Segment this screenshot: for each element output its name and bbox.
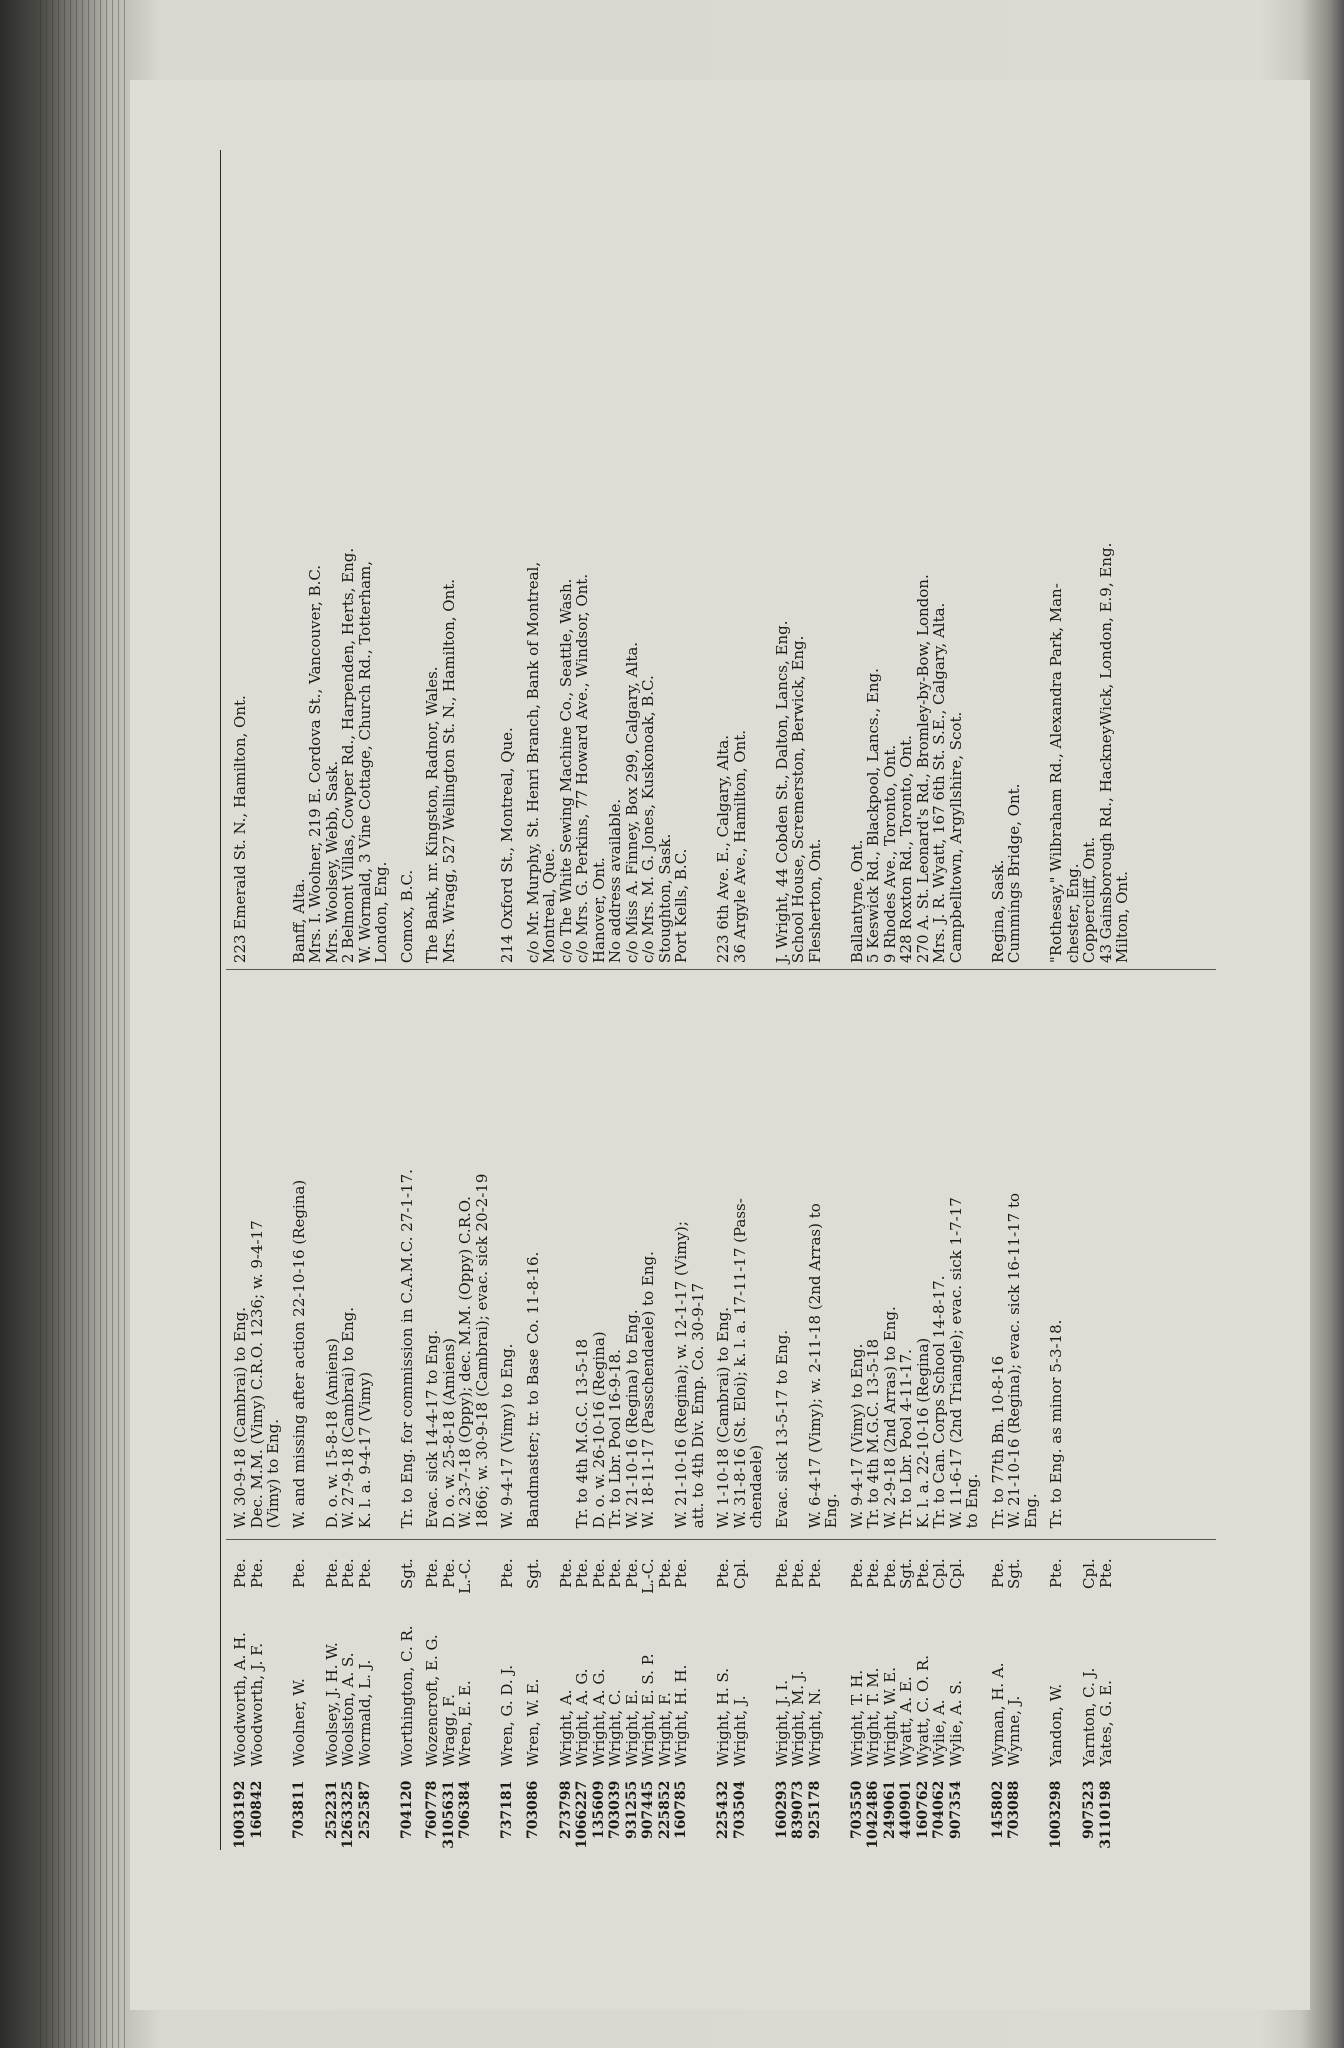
address-line: Cummings Bridge, Ont. — [1005, 783, 1023, 964]
regimental-number: 704120 — [398, 1780, 415, 1840]
soldier-name: Woodworth, J. F. — [247, 1643, 266, 1767]
rank: Pte. — [988, 1558, 1007, 1589]
regimental-number: 907523 — [1081, 1780, 1097, 1840]
regimental-number: 907354 — [947, 1780, 964, 1840]
service-record-column — [424, 973, 490, 1548]
name-column — [499, 1618, 516, 1767]
rank-column — [399, 1548, 416, 1618]
rank-column — [232, 1548, 282, 1618]
service-record-line: Tr. to Lbr. Pool 4-11-17. — [897, 1349, 915, 1529]
soldier-name: Wright, H. S. — [714, 1667, 732, 1767]
name-column — [525, 1618, 707, 1767]
service-record-line: Tr. to Lbr. Pool 16-9-18. — [606, 1349, 624, 1529]
service-record-column — [1048, 973, 1131, 1548]
address-line: 223 6th Ave. E., Calgary, Alta. — [714, 734, 732, 964]
address-line: W. Wormald, 3 Vine Cottage, Church Rd., Totterham, — [355, 560, 374, 964]
name-column — [715, 1618, 765, 1767]
soldier-name: Wragg, F. — [439, 1694, 458, 1767]
soldier-name: Wormald, L. J. — [355, 1659, 374, 1767]
address-column — [990, 150, 1040, 973]
service-record-line: Eng. — [1021, 1493, 1040, 1529]
address-line: Flesherton, Ont. — [805, 838, 824, 964]
soldier-name: Wright, E. — [622, 1689, 641, 1767]
address-line: 43 Gainsborough Rd., HackneyWick, London, E.9, Eng. — [1096, 542, 1115, 964]
rank: L.-C. — [456, 1558, 474, 1594]
address-column — [232, 150, 282, 973]
service-record-line: Eng. — [822, 1493, 840, 1529]
service-record-line: D. o. w. 26-10-16 (Regina) — [589, 1331, 608, 1529]
roster-group — [990, 150, 1040, 1850]
regimental-number: 225852 — [656, 1780, 673, 1840]
address-column — [715, 150, 765, 973]
soldier-name: Wright, A. G. — [589, 1668, 608, 1767]
soldier-name: Wright, H. H. — [672, 1664, 690, 1767]
address-line: "Rothesay," Wilbraham Rd., Alexandra Park, Man- — [1047, 583, 1065, 964]
service-record-line: W. 30-9-18 (Cambrai) to Eng. — [231, 1306, 249, 1529]
service-record-column — [715, 973, 765, 1548]
address-line: Regina, Sask. — [988, 859, 1007, 964]
regimental-number: 160293 — [773, 1780, 790, 1840]
service-record-line: Tr. to Eng. for commission in C.A.M.C. 27-1-17. — [397, 1169, 416, 1529]
rank: Pte. — [439, 1558, 458, 1589]
regimental-number: 703504 — [731, 1780, 748, 1840]
soldier-name: Wren, G. D. J. — [498, 1664, 516, 1767]
soldier-name: Woolston, A. S. — [339, 1652, 357, 1767]
soldier-name: Wright, T. M. — [864, 1667, 882, 1767]
address-column — [499, 150, 516, 973]
address-line: chester, Eng. — [1063, 863, 1082, 964]
address-line: Banff, Alta. — [289, 878, 308, 964]
regimental-number: 760778 — [424, 1780, 440, 1840]
service-record-column — [499, 973, 516, 1548]
regimental-number-column — [291, 1767, 390, 1850]
address-line: 36 Argyle Ave., Hamilton, Ont. — [730, 729, 749, 964]
service-record-line: 1866; w. 30-9-18 (Cambrai); evac. sick 20-2-19 — [472, 1173, 491, 1529]
service-record-column — [525, 973, 707, 1548]
address-line: 5 Keswick Rd., Blackpool, Lancs., Eng. — [864, 668, 882, 964]
regimental-number: 1066227 — [574, 1780, 590, 1849]
service-record-column — [399, 973, 416, 1548]
roster-group — [1048, 150, 1131, 1850]
service-record-line: W. 18-11-17 (Passchendaele) to Eng. — [639, 1251, 657, 1529]
service-record-line: W. and missing after action 22-10-16 (Regina) — [289, 1179, 308, 1529]
table-top-rule — [220, 150, 222, 1850]
soldier-name: Wright, J. — [730, 1695, 749, 1767]
regimental-number: 1003192 — [232, 1780, 248, 1849]
regimental-number: 1042486 — [865, 1780, 881, 1849]
address-line: c/o Mrs. M. G. Jones, Kuskonoak, B.C. — [639, 675, 657, 964]
rank-column — [525, 1548, 707, 1618]
rank: Pte. — [247, 1558, 266, 1589]
rank: Cpl. — [1080, 1558, 1098, 1590]
regimental-number: 925178 — [806, 1780, 823, 1840]
regimental-number-column — [232, 1767, 282, 1850]
address-line: The Bank, nr. Kingston, Radnor, Wales. — [423, 666, 441, 964]
regimental-number: 145802 — [989, 1780, 1006, 1840]
address-line: Comox, B.C. — [397, 869, 416, 964]
roster-group — [399, 150, 416, 1850]
service-record-line: Tr. to 77th Bn. 10-8-16 — [988, 1355, 1007, 1529]
regimental-number: 703088 — [1006, 1780, 1022, 1840]
address-line: 2 Belmont Villas, Cowper Rd., Harpenden, Herts, Eng. — [339, 547, 357, 964]
regimental-number: 160785 — [673, 1780, 689, 1840]
address-line: Stoughton, Sask. — [655, 833, 674, 964]
address-line: 223 Emerald St. N., Hamilton, Ont. — [231, 695, 249, 964]
rank: Pte. — [880, 1558, 899, 1589]
service-record-column — [774, 973, 840, 1548]
address-column — [424, 150, 490, 973]
regimental-number: 273798 — [557, 1780, 574, 1840]
rank: Pte. — [622, 1558, 641, 1589]
regimental-number: 703550 — [848, 1780, 865, 1840]
regimental-number: 703086 — [524, 1780, 541, 1840]
name-column — [1048, 1618, 1131, 1767]
service-record-column — [849, 973, 981, 1548]
rotated-roster-table — [220, 150, 1240, 1850]
service-record-line: chendaele) — [747, 1444, 765, 1529]
address-line: Montreal, Que. — [540, 848, 558, 964]
address-line: Mrs. J. R. Wyatt, 167 6th St. S.E., Calgary, Alta. — [930, 602, 948, 964]
address-line: Coppercliff, Ont. — [1080, 836, 1098, 964]
page-edge-stack — [40, 0, 130, 2048]
regimental-number-column — [849, 1767, 981, 1850]
service-record-line: W. 21-10-16 (Regina) to Eng. — [622, 1309, 641, 1529]
rank: Sgt. — [397, 1558, 416, 1590]
address-line: c/o Miss A. Finney, Box 299, Calgary, Alta. — [622, 641, 641, 964]
regimental-number: 839073 — [790, 1780, 806, 1840]
address-column — [525, 150, 707, 973]
address-line: 428 Roxton Rd., Toronto, Ont. — [897, 735, 915, 964]
service-record-line: att. to 4th Div. Emp. Co. 30-9-17 — [688, 1282, 707, 1529]
rank-column — [499, 1548, 516, 1618]
rank: Pte. — [789, 1558, 807, 1589]
regimental-number: 225432 — [715, 1780, 731, 1840]
service-record-line: K. l. a. 9-4-17 (Vimy) — [355, 1371, 374, 1529]
soldier-name: Wright, E. S. P. — [639, 1653, 657, 1767]
address-line: J. Wright, 44 Cobden St., Dalton, Lancs, Eng. — [772, 620, 791, 964]
regimental-number: 703811 — [290, 1780, 307, 1840]
rank: Pte. — [573, 1558, 591, 1589]
service-record-line: W. 21-10-16 (Regina); evac. sick 16-11-17 to — [1005, 1192, 1023, 1529]
service-record-line: to Eng. — [963, 1473, 981, 1529]
regimental-number: 907445 — [640, 1780, 656, 1840]
service-record-line: (Vimy) to Eng. — [264, 1419, 282, 1529]
regimental-number: 703039 — [607, 1780, 623, 1840]
service-record-line: Evac. sick 13-5-17 to Eng. — [772, 1329, 791, 1529]
name-column — [424, 1618, 490, 1767]
regimental-number: 704062 — [931, 1780, 947, 1840]
regimental-number-column — [525, 1767, 707, 1850]
regimental-number-column — [774, 1767, 840, 1850]
soldier-name: Wright, F. — [655, 1692, 674, 1767]
address-line: School House, Scremerston, Berwick, Eng. — [789, 635, 807, 964]
rank: Cpl. — [730, 1558, 749, 1590]
address-line: c/o The White Sewing Machine Co., Seattle, Wash. — [556, 578, 575, 964]
address-line: No address available. — [606, 798, 624, 964]
service-record-line: K. l. a. 22-10-16 (Regina) — [913, 1337, 932, 1529]
service-record-line: D. o. w. 15-8-18 (Amiens) — [322, 1338, 341, 1529]
soldier-name: Wyatt, C. O. R. — [913, 1655, 932, 1767]
soldier-name: Wright, M. J. — [789, 1670, 807, 1767]
service-record-line: Dec. M.M. (Vimy) C.R.O. 1236; w. 9-4-17 — [247, 1220, 266, 1529]
regimental-number: 252587 — [356, 1780, 373, 1840]
rank: Pte. — [847, 1558, 866, 1589]
service-record-line: W. 6-4-17 (Vimy); w. 2-11-18 (2nd Arras) to — [805, 1203, 824, 1529]
address-column — [774, 150, 840, 973]
soldier-name: Worthington, C. R. — [397, 1625, 416, 1767]
roster-table — [232, 150, 1140, 1850]
address-line: 9 Rhodes Ave., Toronto, Ont. — [880, 744, 899, 964]
rank: Pte. — [556, 1558, 575, 1589]
rank: Cpl. — [946, 1558, 965, 1590]
soldier-name: Wozencroft, E. G. — [423, 1634, 441, 1767]
roster-group — [499, 150, 516, 1850]
service-record-line: Tr. to Eng. as minor 5-3-18. — [1047, 1319, 1065, 1529]
soldier-name: Wright, C. — [606, 1689, 624, 1767]
roster-group — [525, 150, 707, 1850]
soldier-name: Woodworth, A. H. — [231, 1632, 249, 1767]
rank: Pte. — [498, 1558, 516, 1589]
regimental-number: 1263325 — [340, 1780, 356, 1849]
soldier-name: Wright, W. E. — [880, 1667, 899, 1767]
rank: Pte. — [589, 1558, 608, 1589]
rank: Pte. — [805, 1558, 824, 1589]
address-line: Ballantyne, Ont. — [847, 839, 866, 964]
rank: Pte. — [714, 1558, 732, 1589]
service-record-line: W. 9-4-17 (Vimy) to Eng. — [847, 1343, 866, 1529]
service-record-line: W. 1-10-18 (Cambrai) to Eng. — [714, 1306, 732, 1529]
soldier-name: Yarnton, C. J. — [1080, 1667, 1098, 1767]
name-column — [399, 1618, 416, 1767]
rank: Sgt. — [523, 1558, 542, 1590]
soldier-name: Wright, J. I. — [772, 1679, 791, 1767]
address-line: London, Eng. — [372, 861, 390, 964]
service-record-line: W. 21-10-16 (Regina); w. 12-1-17 (Vimy); — [672, 1221, 690, 1529]
service-record-line: W. 31-8-16 (St. Eloi); k. l. a. 17-11-17 (Pass- — [730, 1198, 749, 1529]
roster-group — [715, 150, 765, 1850]
service-record-line: Tr. to Can. Corps School 14-8-17. — [930, 1275, 948, 1529]
rank: Cpl. — [930, 1558, 948, 1590]
service-record-line: W. 9-4-17 (Vimy) to Eng. — [498, 1343, 516, 1529]
service-record-line: W. 23-7-18 (Oppy); dec. M.M. (Oppy) C.R.O. — [456, 1196, 474, 1529]
soldier-name: Woolsey, J. H. W. — [322, 1642, 341, 1767]
name-column — [291, 1618, 390, 1767]
name-column — [990, 1618, 1040, 1767]
regimental-number: 737181 — [499, 1780, 515, 1840]
rank: Pte. — [864, 1558, 882, 1589]
address-column — [291, 150, 390, 973]
roster-group — [774, 150, 840, 1850]
address-line: 270 A. St. Leonard's Rd., Bromley-by-Bow, London. — [913, 574, 932, 964]
regimental-number: 252231 — [323, 1780, 340, 1840]
service-record-column — [990, 973, 1040, 1548]
regimental-number: 3110198 — [1097, 1780, 1114, 1849]
soldier-name: Woolner, W. — [289, 1678, 308, 1767]
rank: Pte. — [289, 1558, 308, 1589]
soldier-name: Wyman, H. A. — [988, 1662, 1007, 1767]
soldier-name: Wren, E. E. — [456, 1680, 474, 1767]
soldier-name: Yates, G. E. — [1096, 1680, 1115, 1767]
rank: Pte. — [655, 1558, 674, 1589]
rank-column — [1048, 1548, 1131, 1618]
service-record-line: W. 11-6-17 (2nd Triangle); evac. sick 1-7-17 — [946, 1197, 965, 1529]
roster-group — [424, 150, 490, 1850]
address-line: Hanover, Ont. — [589, 857, 608, 964]
address-column — [1048, 150, 1131, 973]
rank-column — [424, 1548, 490, 1618]
regimental-number: 706384 — [457, 1780, 473, 1840]
name-column — [774, 1618, 840, 1767]
service-record-column — [291, 973, 390, 1548]
name-column — [232, 1618, 282, 1767]
roster-group — [291, 150, 390, 1850]
soldier-name: Yandon, W. — [1047, 1683, 1065, 1767]
rank: Pte. — [339, 1558, 357, 1589]
rank: L.-C. — [639, 1558, 657, 1594]
rank: Pte. — [322, 1558, 341, 1589]
soldier-name: Wright, N. — [805, 1688, 824, 1767]
soldier-name: Wright, A. G. — [573, 1668, 591, 1767]
rank: Pte. — [1096, 1558, 1115, 1589]
regimental-number: 160842 — [248, 1780, 265, 1840]
service-record-line: Bandmaster; tr. to Base Co. 11-8-16. — [523, 1251, 542, 1529]
service-record-line: Tr. to 4th M.G.C. 13-5-18 — [864, 1338, 882, 1529]
address-line: Mrs. Wragg, 527 Wellington St. N., Hamilton, Ont. — [439, 578, 458, 964]
soldier-name: Wright, A. — [556, 1689, 575, 1767]
address-line: Port Kells, B.C. — [672, 848, 690, 964]
rank: Pte. — [423, 1558, 441, 1589]
soldier-name: Wren, W. E. — [523, 1678, 542, 1767]
rank-column — [849, 1548, 981, 1618]
address-line: Mrs. Woolsey, Webb, Sask. — [322, 760, 341, 964]
regimental-number: 440901 — [898, 1780, 914, 1840]
service-record-line: Tr. to 4th M.G.C. 13-5-18 — [573, 1338, 591, 1529]
service-record-line: Evac. sick 14-4-17 to Eng. — [423, 1329, 441, 1529]
regimental-number-column — [499, 1767, 516, 1850]
rank: Pte. — [913, 1558, 932, 1589]
roster-group — [849, 150, 981, 1850]
name-column — [849, 1618, 981, 1767]
soldier-name: Wyatt, A. E. — [897, 1676, 915, 1767]
address-column — [849, 150, 981, 973]
regimental-number-column — [399, 1767, 416, 1850]
address-line: Milton, Ont. — [1113, 871, 1131, 964]
rank: Pte. — [355, 1558, 374, 1589]
soldier-name: Wright, T. H. — [847, 1669, 866, 1767]
regimental-number-column — [424, 1767, 490, 1850]
regimental-number-column — [990, 1767, 1040, 1850]
regimental-number: 931255 — [623, 1780, 640, 1840]
rank: Pte. — [231, 1558, 249, 1589]
rank: Sgt. — [1005, 1558, 1023, 1590]
address-line: Campbelltown, Argyllshire, Scot. — [946, 711, 965, 964]
rank: Pte. — [772, 1558, 791, 1589]
regimental-number: 3105631 — [440, 1780, 457, 1849]
address-line: c/o Mr. Murphy, St. Henri Branch, Bank of Montreal, — [523, 561, 542, 964]
regimental-number-column — [1048, 1767, 1131, 1850]
service-record-line: W. 27-9-18 (Cambrai) to Eng. — [339, 1306, 357, 1529]
soldier-name: Wylie, A. — [930, 1699, 948, 1767]
regimental-number: 1003298 — [1048, 1780, 1064, 1849]
regimental-number: 135609 — [590, 1780, 607, 1840]
soldier-name: Wylie, A. S. — [946, 1680, 965, 1767]
service-record-line: W. 2-9-18 (2nd Arras) to Eng. — [880, 1306, 899, 1529]
rank: Pte. — [672, 1558, 690, 1589]
regimental-number: 249061 — [881, 1780, 898, 1840]
address-line: c/o Mrs. G. Perkins, 77 Howard Ave., Windsor, Ont. — [573, 573, 591, 964]
rank: Sgt. — [897, 1558, 915, 1590]
service-record-column — [232, 973, 282, 1548]
rank-column — [990, 1548, 1040, 1618]
rank: Pte. — [606, 1558, 624, 1589]
regimental-number: 160762 — [914, 1780, 931, 1840]
rank-column — [774, 1548, 840, 1618]
service-record-line: D. o. w. 25-8-18 (Amiens) — [439, 1338, 458, 1529]
address-line: Mrs. I. Woolner, 219 E. Cordova St., Vancouver, B.C. — [306, 564, 324, 964]
regimental-number-column — [715, 1767, 765, 1850]
address-line: 214 Oxford St., Montreal, Que. — [498, 727, 516, 964]
roster-group — [232, 150, 282, 1850]
rank-column — [715, 1548, 765, 1618]
soldier-name: Wynne, J. — [1005, 1695, 1023, 1767]
address-column — [399, 150, 416, 973]
rank: Pte. — [1047, 1558, 1065, 1589]
rank-column — [291, 1548, 390, 1618]
